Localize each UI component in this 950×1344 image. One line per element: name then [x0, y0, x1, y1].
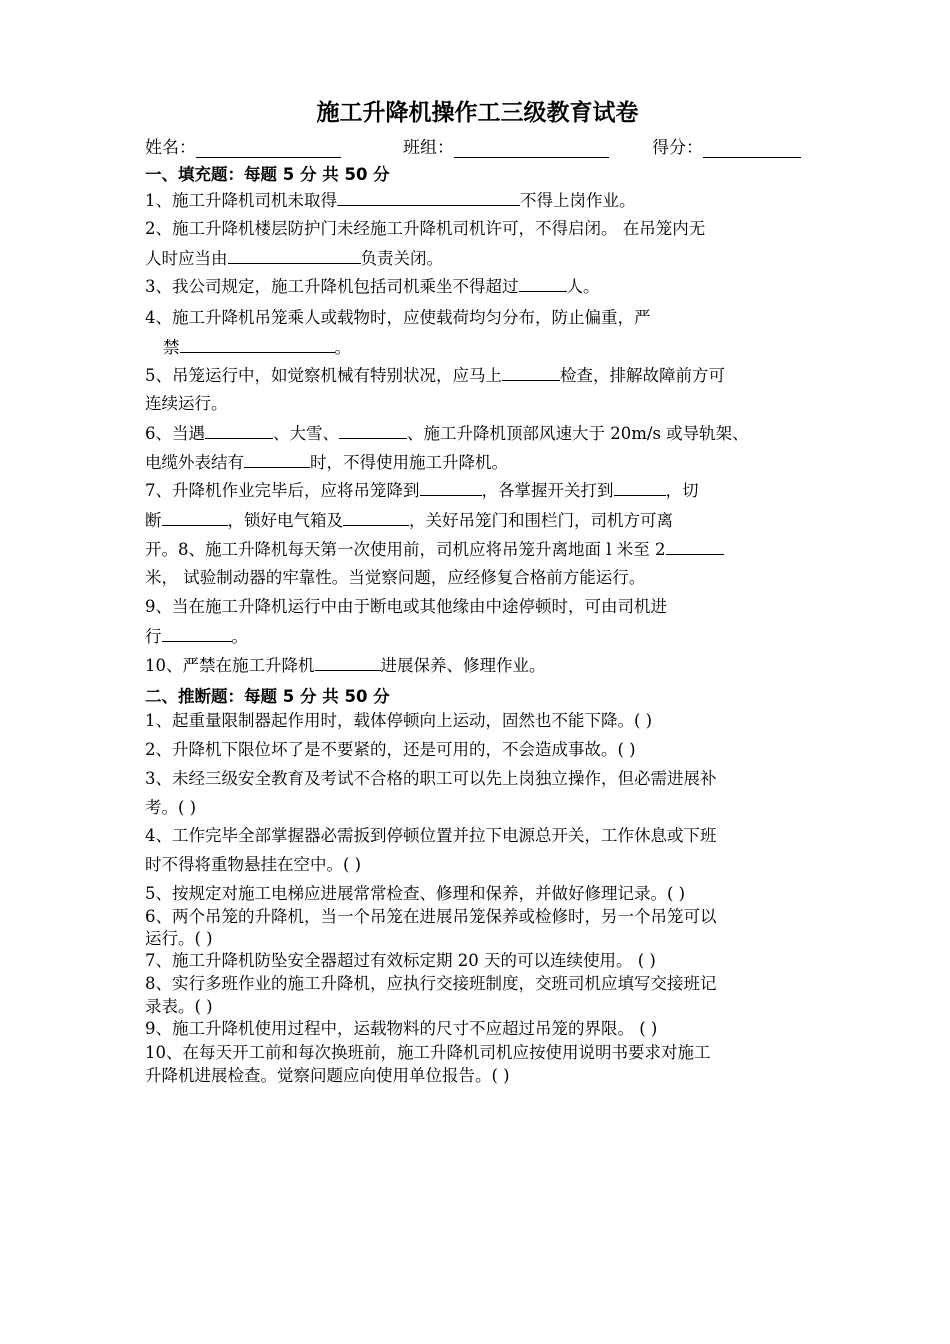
judge-question-8-line2: 录表。( ) — [145, 997, 213, 1016]
blank[interactable] — [228, 248, 361, 264]
judge-question-3-line1: 3、未经三级安全教育及考试不合格的职工可以先上岗独立操作，但必需进展补 — [145, 769, 717, 788]
score-field — [652, 133, 801, 158]
class-label: 班组： — [403, 138, 454, 158]
section1-heading: 一、填充题：每题 5 分 共 50 分 — [145, 165, 390, 184]
student-info-row — [145, 133, 810, 159]
score-blank[interactable] — [703, 139, 801, 158]
fill-question-6-line2: 电缆外表结有 时，不得使用施工升降机。 — [145, 453, 508, 472]
fill-question-9-line2: 行 。 — [145, 627, 248, 646]
fill-question-8-line2: 米， 试验制动器的牢靠性。当觉察问题，应经修复合格前方能运行。 — [145, 568, 646, 587]
judge-question-3-line2: 考。( ) — [145, 798, 197, 817]
judge-question-10-line1: 10、在每天开工前和每次换班前，施工升降机司机应按使用说明书要求对施工 — [145, 1043, 711, 1062]
judge-question-6-line2: 运行。( ) — [145, 929, 213, 948]
fill-question-2-line2: 人时应当由 负责关闭。 — [145, 249, 443, 268]
name-blank[interactable] — [196, 139, 341, 158]
judge-question-1: 1、起重量限制器起作用时，载体停顿向上运动，固然也不能下降。( ) — [145, 711, 653, 730]
blank[interactable] — [420, 480, 482, 496]
class-field — [403, 133, 609, 158]
fill-question-9-line1: 9、当在施工升降机运行中由于断电或其他缘由中途停顿时，可由司机进 — [145, 597, 667, 616]
fill-question-3: 3、我公司规定，施工升降机包括司机乘坐不得超过 人。 — [145, 277, 600, 296]
fill-question-5-line2: 连续运行。 — [145, 394, 228, 413]
blank[interactable] — [502, 365, 560, 381]
score-label: 得分： — [652, 138, 703, 158]
fill-question-1: 1、施工升降机司机未取得 不得上岗作业。 — [145, 191, 636, 210]
blank[interactable] — [162, 510, 228, 526]
exam-title: 施工升降机操作工三级教育试卷 — [316, 100, 639, 126]
judge-question-4-line1: 4、工作完毕全部掌握器必需扳到停顿位置并拉下电源总开关，工作休息或下班 — [145, 826, 717, 845]
fill-question-7-line1: 7、升降机作业完毕后，应将吊笼降到 ，各掌握开关打到 ，切 — [145, 481, 699, 500]
blank[interactable] — [180, 337, 335, 353]
judge-question-2: 2、升降机下限位坏了是不要紧的，还是可用的，不会造成事故。( ) — [145, 740, 636, 759]
judge-question-9: 9、施工升降机使用过程中，运载物料的尺寸不应超过吊笼的界限。 ( ) — [145, 1019, 658, 1038]
fill-question-5-line1: 5、吊笼运行中，如觉察机械有特别状况，应马上 检查，排解故障前方可 — [145, 366, 725, 385]
blank[interactable] — [337, 190, 520, 206]
fill-question-4-line2: 禁 。 — [163, 338, 351, 357]
blank[interactable] — [162, 626, 232, 642]
judge-question-8-line1: 8、实行多班作业的施工升降机，应执行交接班制度，交班司机应填写交接班记 — [145, 974, 717, 993]
fill-question-7-line2: 断 ，锁好电气箱及 ，关好吊笼门和围栏门，司机方可离 — [145, 511, 673, 530]
fill-question-10: 10、严禁在施工升降机 进展保养、修理作业。 — [145, 656, 546, 675]
blank[interactable] — [244, 452, 310, 468]
name-field — [145, 133, 341, 158]
judge-question-5: 5、按规定对施工电梯应进展常常检查、修理和保养，并做好修理记录。( ) — [145, 884, 686, 903]
blank[interactable] — [666, 539, 724, 555]
judge-question-6-line1: 6、两个吊笼的升降机，当一个吊笼在进展吊笼保养或检修时，另一个吊笼可以 — [145, 907, 717, 926]
class-blank[interactable] — [454, 139, 609, 158]
fill-question-8-line1: 开。8、施工升降机每天第一次使用前，司机应将吊笼升离地面 l 米至 2 — [145, 539, 724, 560]
judge-question-7: 7、施工升降机防坠安全器超过有效标定期 20 天的可以连续使用。 ( ) — [145, 951, 656, 970]
section2-heading: 二、推断题：每题 5 分 共 50 分 — [145, 687, 390, 706]
blank[interactable] — [205, 423, 273, 439]
blank[interactable] — [614, 480, 666, 496]
fill-question-4-line1: 4、施工升降机吊笼乘人或载物时，应使载荷均匀分布，防止偏重，严 — [145, 308, 651, 327]
blank[interactable] — [519, 276, 567, 292]
name-label: 姓名： — [145, 138, 196, 158]
blank[interactable] — [339, 423, 407, 439]
judge-question-10-line2: 升降机进展检查。觉察问题应向使用单位报告。( ) — [145, 1066, 510, 1085]
blank[interactable] — [343, 510, 409, 526]
judge-question-4-line2: 时不得将重物悬挂在空中。( ) — [145, 855, 362, 874]
fill-question-2-line1: 2、施工升降机楼层防护门未经施工升降机司机许可，不得启闭。 在吊笼内无 — [145, 219, 706, 238]
fill-question-6-line1: 6、当遇 、大雪、 、施工升降机顶部风速大于 20m/s 或导轨架、 — [145, 424, 749, 443]
blank[interactable] — [315, 655, 381, 671]
